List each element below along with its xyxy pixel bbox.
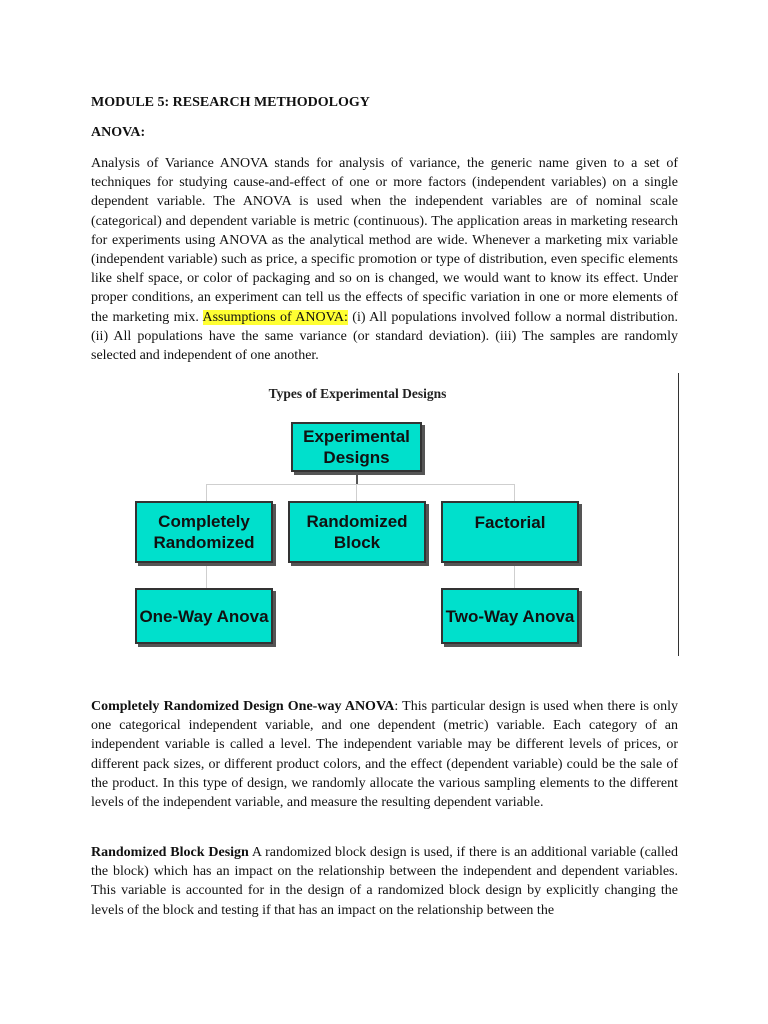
experimental-designs-box: Experimental Designs — [291, 422, 422, 472]
connector-mid-down — [356, 484, 357, 501]
one-way-anova-box: One-Way Anova — [135, 588, 273, 644]
rbd-label: Randomized Block Design — [91, 845, 249, 860]
completely-randomized-box: Completely Randomized — [135, 501, 273, 563]
two-way-anova-box: Two-Way Anova — [441, 588, 579, 644]
module-heading: MODULE 5: RESEARCH METHODOLOGY — [91, 95, 370, 110]
randomized-block-box: Randomized Block — [288, 501, 426, 563]
crd-text: : This particular design is used when there is only one categorical independent variable, and one dependent (metric) variable. Each category of an independent variable is called a level. The independent variable may be different levels of prices, or different pack sizes, or different product colors, and the effect (dependent variable) could be the sale of the product. In this type of design, we randomly allocate the various sampling elements to the different levels of the independent variable, and measure the resulting dependent variable. — [91, 699, 678, 811]
anova-heading: ANOVA: — [91, 125, 146, 140]
anova-paragraph-text: Analysis of Variance ANOVA stands for analysis of variance, the generic name given to a set of techniques for studying cause-and-effect of one or more factors (independent variables) on a single dependent variable. The ANOVA is used when the independent variables are of nominal scale (categorical) and dependent variable is metric (continuous). The application areas in marketing research for experiments using ANOVA as the analytical method are wide. Whenever a marketing mix variable (independent variable) such as price, a specific promotion or type of distribution, even specific elements like shelf space, or color of packaging and so on is changed, we would want to know its effect. Under proper conditions, an experiment can tell us the effects of specific variation in one or more elements of the marketing mix. — [91, 156, 678, 325]
factorial-box: Factorial — [441, 501, 579, 563]
crd-paragraph — [91, 697, 678, 812]
assumptions-text: (i) All populations involved follow a normal distribution. (ii) All populations have the same variance (or standard deviation). (iii) The samples are randomly selected and independent of one another. — [91, 309, 679, 364]
connector-root-down — [356, 472, 358, 484]
connector-left-down — [206, 484, 207, 501]
crd-label: Completely Randomized Design One-way ANOVA — [91, 699, 395, 714]
diagram-title: Types of Experimental Designs — [268, 386, 447, 401]
anova-paragraph — [91, 154, 678, 365]
connector-crd-oneway — [206, 564, 207, 588]
assumptions-highlight: Assumptions of ANOVA: — [202, 309, 348, 325]
rbd-text: A randomized block design is used, if there is an additional variable (called the block) which has an impact on the relationship between the independent and dependent variables. This variable is accounted for in the design of a randomized block design by explicitly changing the levels of the block and testing if that has an impact on the relationship between the — [91, 845, 679, 918]
connector-factorial-twoway — [514, 564, 515, 588]
connector-right-down — [514, 484, 515, 501]
rbd-paragraph — [91, 843, 678, 920]
page-margin-line — [678, 373, 679, 656]
connector-horizontal — [206, 484, 514, 485]
